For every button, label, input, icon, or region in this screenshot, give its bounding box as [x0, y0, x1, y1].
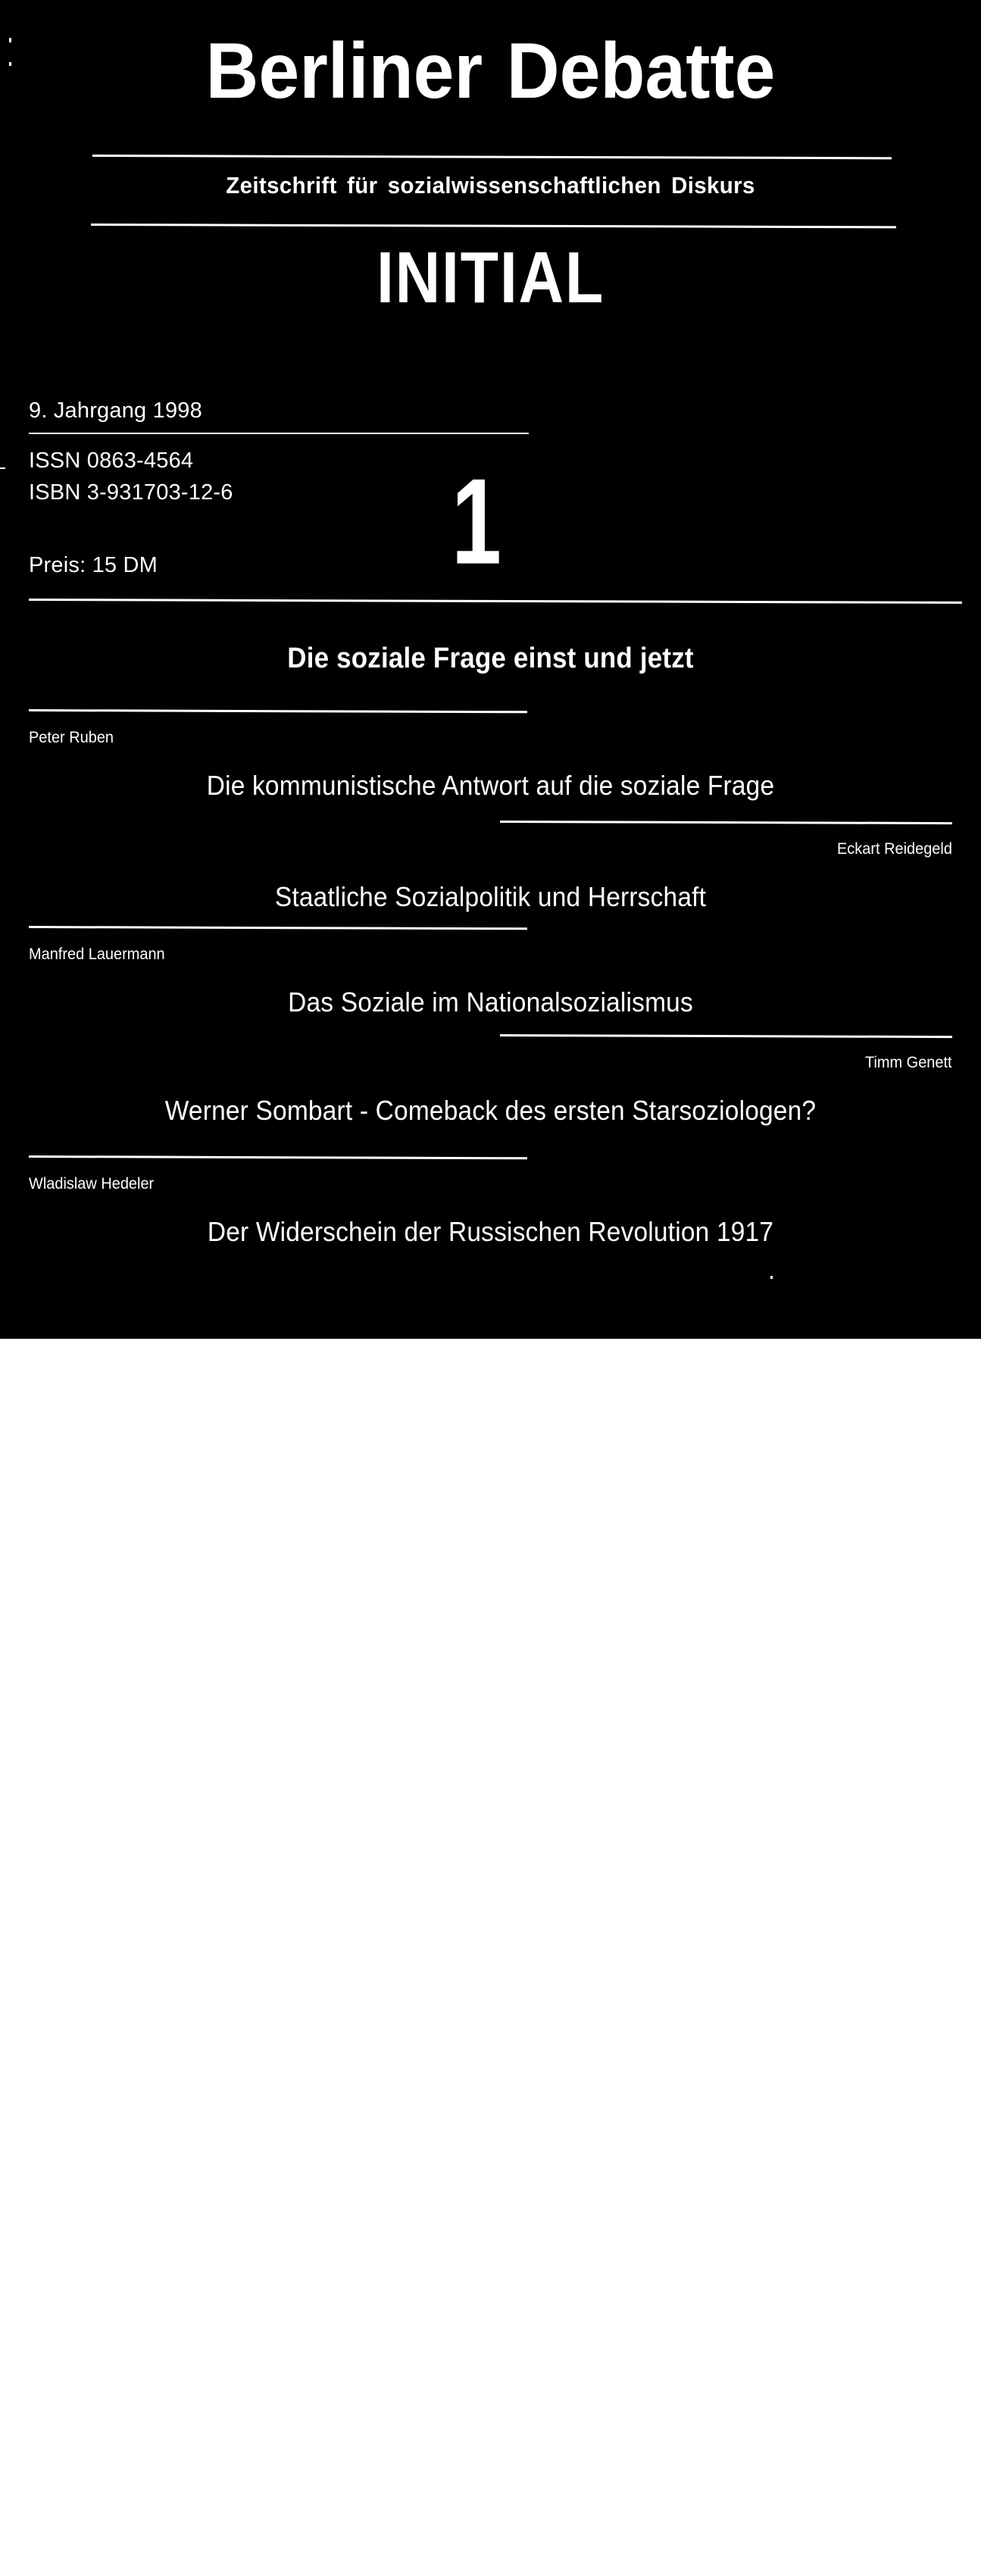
entry-rule [29, 709, 527, 713]
issue-number: 1 [451, 453, 499, 590]
subtitle-word-3: Diskurs [671, 172, 755, 199]
scan-speck [770, 1276, 773, 1279]
blank-page-area [0, 1339, 981, 2576]
entry-author: Timm Genett [865, 1054, 952, 1071]
entry-title: Werner Sombart - Comeback des ersten Starsoziologen? [164, 1095, 817, 1126]
entry-author: Peter Ruben [29, 729, 114, 746]
entry-author: Wladislaw Hedeler [29, 1175, 155, 1193]
entry-title: Die kommunistische Antwort auf die soziale Frage [206, 770, 775, 801]
scan-speck [0, 467, 5, 469]
masthead-word-berliner: Berliner [205, 27, 483, 115]
subtitle-word-1: für [347, 172, 378, 199]
entry-rule [500, 1034, 952, 1038]
initial-wordmark: INITIAL [376, 237, 605, 318]
entry-author: Manfred Lauermann [29, 946, 165, 963]
entry-title: Staatliche Sozialpolitik und Herrschaft [274, 881, 707, 912]
entry-title: Das Soziale im Nationalsozialismus [288, 986, 693, 1018]
volume-year: 9. Jahrgang 1998 [29, 399, 202, 423]
subtitle-word-2: sozialwissenschaftlichen [387, 172, 661, 199]
isbn-text: ISBN 3-931703-12-6 [29, 480, 233, 505]
entry-rule [29, 1155, 527, 1159]
subtitle-word-0: Zeitschrift [226, 172, 337, 199]
entry-rule [29, 926, 527, 930]
scan-speck [9, 38, 11, 42]
entry-author: Eckart Reidegeld [837, 840, 952, 858]
dossier-headline: Die soziale Frage einst und jetzt [287, 642, 694, 674]
issn-text: ISSN 0863-4564 [29, 449, 194, 473]
masthead-word-debatte: Debatte [506, 27, 776, 115]
entry-rule [500, 821, 952, 824]
price-text: Preis: 15 DM [29, 553, 158, 577]
scan-speck [9, 62, 11, 66]
entry-title: Der Widerschein der Russischen Revolution 1917 [207, 1216, 774, 1247]
